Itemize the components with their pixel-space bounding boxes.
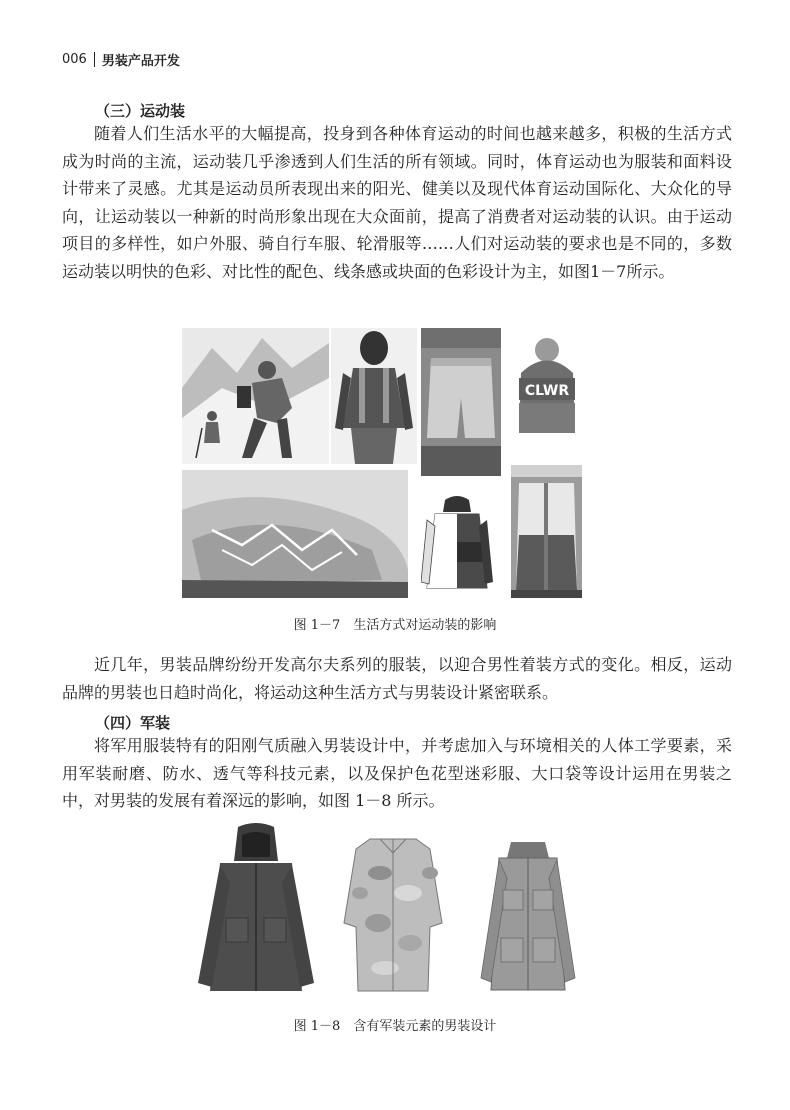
figure-1-7-caption: 图 1－7 生活方式对运动装的影响 — [293, 618, 497, 633]
photo-hooded-climber — [331, 328, 417, 464]
photo-skiers — [182, 328, 329, 464]
photo-hooded-parka — [190, 823, 322, 995]
photo-shoes — [182, 470, 408, 598]
figure-1-8-caption: 图 1－8 含有军装元素的男装设计 — [293, 1019, 497, 1034]
photo-shorts — [421, 328, 501, 476]
paragraph-military: 将军用服装特有的阳刚气质融入男装设计中，并考虑加入与环境相关的人体工学要素，采用军装耐磨、防水、透气等科技元素，以及保护色花型迷彩服、大口袋等设计运用在男装之中，对男装的发展有着深远的影响，如图 1－8 所示。 — [62, 736, 732, 811]
running-header — [62, 50, 180, 69]
photo-camo-shirt — [330, 833, 456, 995]
page-number: 006 — [62, 52, 87, 67]
photo-beanie — [507, 328, 587, 438]
section-heading-sportswear: （三）运动装 — [95, 102, 186, 120]
photo-jackets-rack — [511, 465, 582, 598]
header-divider — [94, 52, 95, 67]
beanie-logo-text: CLWR — [524, 383, 570, 399]
photo-field-jacket — [477, 838, 579, 995]
section-heading-military: （四）军装 — [95, 714, 171, 732]
paragraph-golf: 近几年，男装品牌纷纷开发高尔夫系列的服装，以迎合男性着装方式的变化。相反，运动品牌的男装也日趋时尚化，将运动这种生活方式与男装设计紧密联系。 — [62, 655, 732, 702]
paragraph-sportswear: 随着人们生活水平的大幅提高，投身到各种体育运动的时间也越来越多，积极的生活方式成为时尚的主流，运动装几乎渗透到人们生活的所有领域。同时，体育运动也为服装和面料设计带来了灵感。尤其是运动员所表现出来的阳光、健美以及现代体育运动国际化、大众化的导向，让运动装以一种新的时尚形象出现在大众面前，提高了消费者对运动装的认识。由于运动项目的多样性，如户外服、骑自行车服、轮滑服等……人们对运动装的要求也是不同的，多数运动装以明快的色彩、对比性的配色、线条感或块面的色彩设计为主，如图1－7所示。 — [62, 124, 732, 281]
book-title: 男装产品开发 — [101, 54, 180, 69]
photo-ski-jacket — [421, 492, 493, 598]
